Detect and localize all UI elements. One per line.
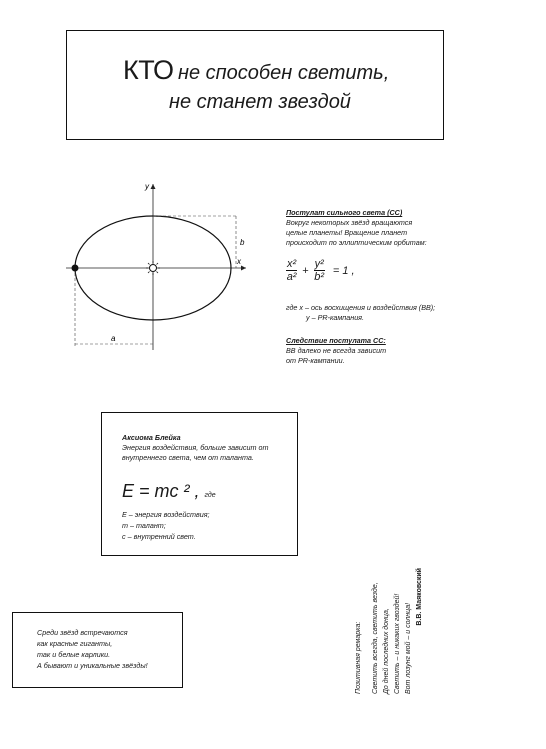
- corollary-block: [286, 336, 486, 366]
- emc-legend: [122, 509, 210, 542]
- stars-line: так и белые карлики.: [37, 650, 111, 659]
- x-axis-label: x: [237, 257, 241, 266]
- axiom-box: [101, 412, 298, 556]
- postulate-heading: Постулат сильного света (СС): [286, 208, 403, 217]
- formula-explanation: [286, 303, 486, 323]
- positive-note-rotated: [353, 568, 425, 694]
- title-line-2: не станет звездой: [169, 91, 351, 113]
- emc-suffix: где: [204, 492, 216, 499]
- positive-note: [353, 568, 449, 694]
- postulate-block: [286, 208, 486, 248]
- poem-author: В.В. Маяковский: [416, 568, 423, 626]
- stars-note-text: [37, 627, 148, 671]
- postulate-line: происходит по эллиптическим орбитам:: [286, 238, 427, 247]
- x-fraction: $\frac{\text{x²}}{\text{a²}}$: [286, 258, 297, 283]
- emc-formula: [122, 481, 216, 502]
- planet-dot: [72, 265, 79, 272]
- corollary-line: от PR-кампании.: [286, 356, 345, 365]
- where-line: y – PR-кампания.: [306, 313, 365, 322]
- stars-note-box: [12, 612, 183, 688]
- corollary-line: ВВ далеко не всегда зависит: [286, 346, 387, 355]
- ellipse-formula: $\frac{\text{x²}}{\text{a²}}$ + $\frac{\text{y²}}{\text{b²}}$ = 1 ,: [286, 258, 360, 283]
- axiom-text: [122, 443, 292, 463]
- y-fraction: $\frac{\text{y²}}{\text{b²}}$: [314, 258, 325, 283]
- poem-line: Светить всегда, светить везде,: [372, 582, 379, 694]
- emc-text: E = mc ² ,: [122, 481, 200, 501]
- postulate-line: Вокруг некоторых звёзд вращаются: [286, 218, 413, 227]
- x-axis-arrow: [241, 266, 246, 271]
- stars-line: как красные гиганты,: [37, 639, 113, 648]
- axiom-heading: Аксиома Блейка: [122, 433, 181, 442]
- poem-line: До дней последних донца,: [383, 608, 390, 694]
- stars-line: Среди звёзд встречаются: [37, 628, 128, 637]
- legend-line: c – внутренний свет.: [122, 532, 196, 541]
- legend-line: m – талант;: [122, 521, 166, 530]
- title-line-1-rest: не способен светить,: [177, 62, 390, 84]
- b-label: b: [240, 238, 245, 247]
- corollary-heading: Следствие постулата СС:: [286, 336, 386, 345]
- a-label: a: [111, 334, 116, 343]
- where-line: где x – ось восхищения и воздействия (ВВ);: [286, 303, 436, 312]
- legend-line: E – энергия воздействия;: [122, 510, 210, 519]
- y-axis-label: y: [145, 182, 149, 191]
- postulate-line: целые планеты! Вращение планет: [286, 228, 408, 237]
- axiom-line: Энергия воздействия, больше зависит от: [122, 443, 269, 452]
- formula-rhs: = 1 ,: [332, 264, 355, 277]
- poem-line: Вот лозунг мой – и солнца!: [405, 602, 412, 694]
- stars-line: А бывают и уникальные звёзды!: [37, 661, 148, 670]
- y-axis-arrow: [151, 184, 156, 189]
- title-big-word: КТО: [123, 55, 174, 85]
- poem-line: Светить – и никаких гвоздей!: [394, 593, 401, 694]
- positive-note-heading: Позитивная ремарка:: [355, 621, 362, 694]
- axiom-line: внутреннего света, чем от таланта.: [122, 453, 254, 462]
